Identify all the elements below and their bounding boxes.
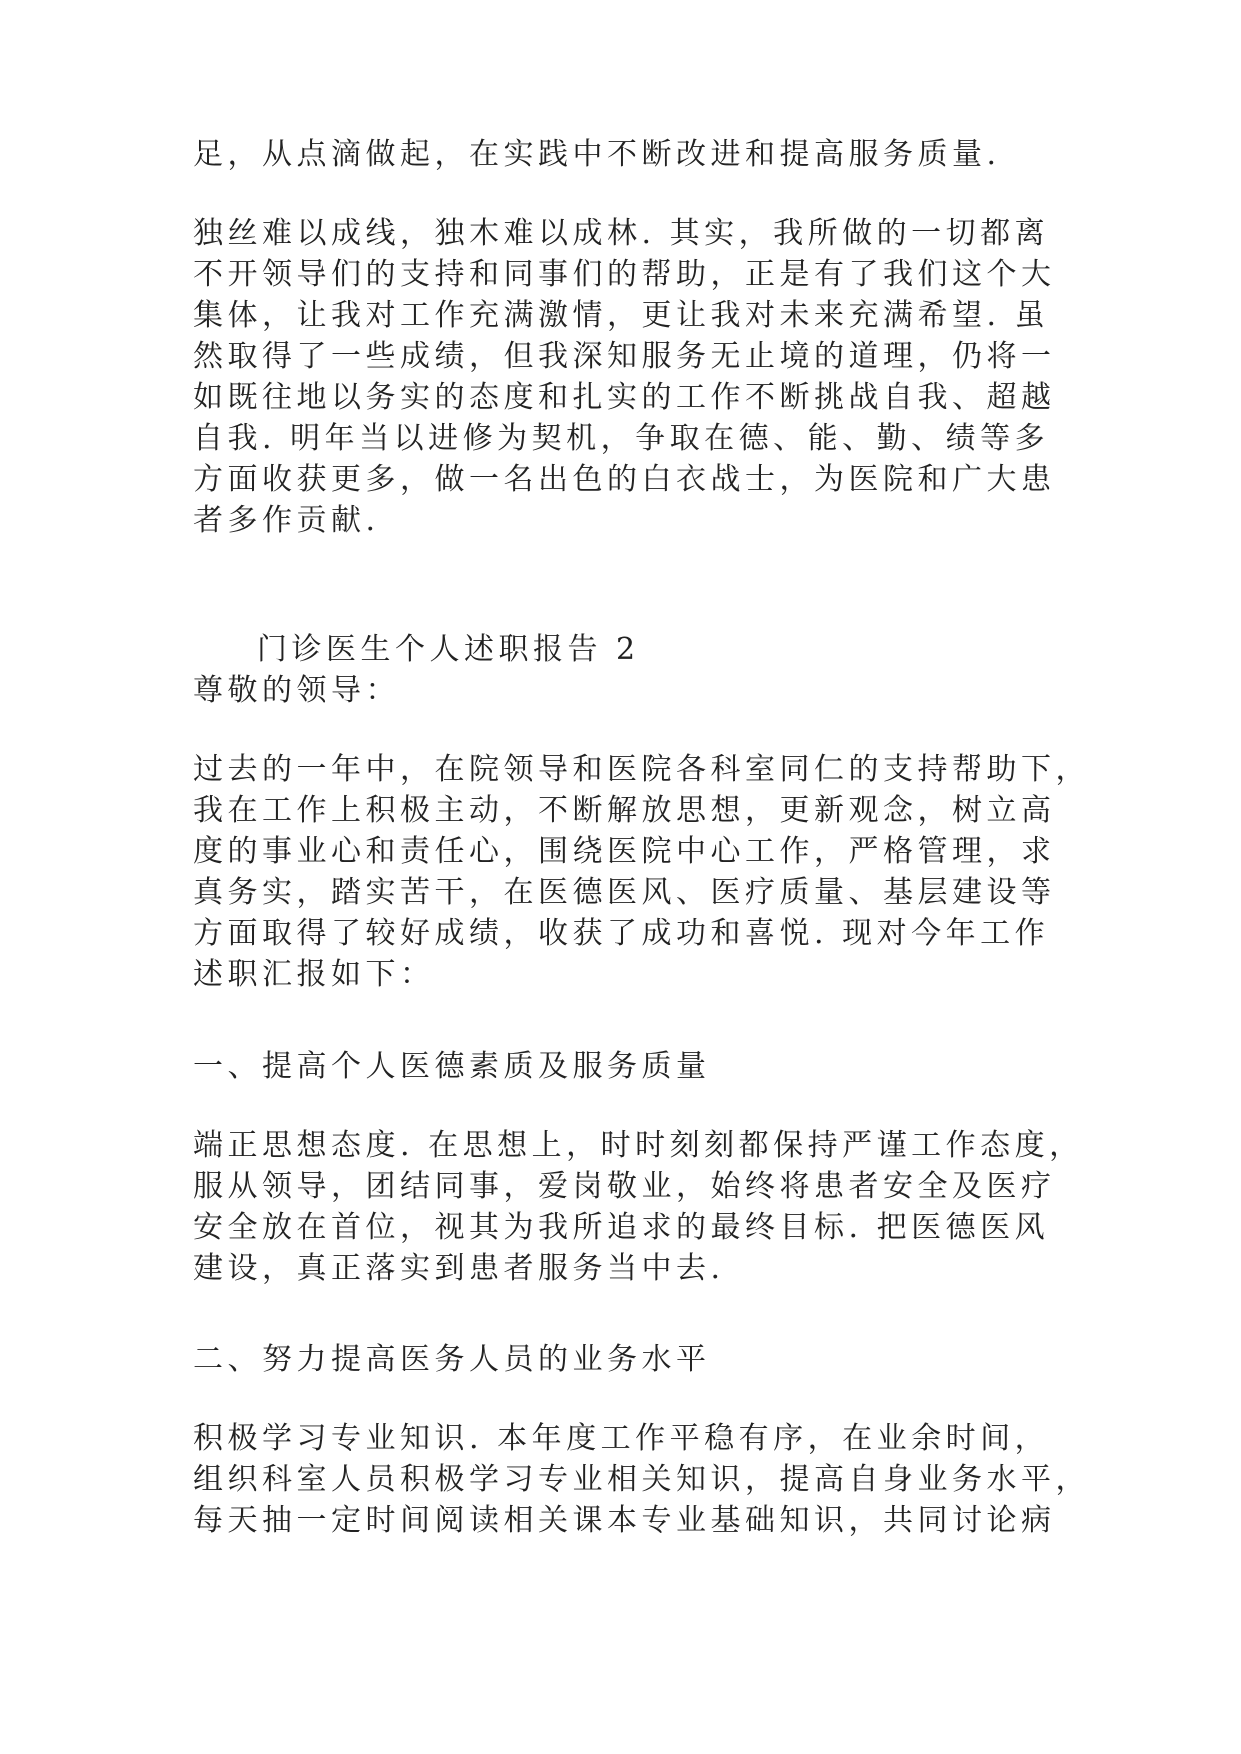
- text-line: 每天抽一定时间阅读相关课本专业基础知识，共同讨论病: [193, 1503, 1056, 1538]
- text-line: 自我. 明年当以进修为契机，争取在德、能、勤、绩等多: [193, 421, 1050, 456]
- heading-line: 二、努力提高医务人员的业务水平: [193, 1342, 711, 1377]
- text-line: 如既往地以务实的态度和扎实的工作不断挑战自我、超越: [193, 380, 1056, 415]
- text-line: 然取得了一些成绩，但我深知服务无止境的道理，仍将一: [193, 339, 1056, 374]
- title-line: 门诊医生个人述职报告 2: [257, 632, 640, 667]
- text-line: 服从领导，团结同事，爱岗敬业，始终将患者安全及医疗: [193, 1169, 1056, 1204]
- paragraph-summary: [193, 749, 1090, 995]
- text-line: 足，从点滴做起，在实践中不断改进和提高服务质量.: [193, 137, 1001, 172]
- text-line: 方面收获更多，做一名出色的白衣战士，为医院和广大患: [193, 462, 1056, 497]
- text-line: 方面取得了较好成绩，收获了成功和喜悦. 现对今年工作: [193, 916, 1050, 951]
- text-line: 建设，真正落实到患者服务当中去.: [193, 1251, 725, 1286]
- heading-line: 一、提高个人医德素质及服务质量: [193, 1049, 711, 1084]
- section-heading-1: [193, 1046, 1053, 1087]
- paragraph-ethics: [193, 1125, 1084, 1289]
- text-line: 安全放在首位，视其为我所追求的最终目标. 把医德医风: [193, 1210, 1050, 1245]
- paragraph-study: [193, 1418, 1090, 1541]
- text-line: 过去的一年中，在院领导和医院各科室同仁的支持帮助下，: [193, 752, 1090, 787]
- salutation-line: 尊敬的领导：: [193, 673, 400, 708]
- text-line: 度的事业心和责任心，围绕医院中心工作，严格管理，求: [193, 834, 1056, 869]
- text-line: 真务实，踏实苦干，在医德医风、医疗质量、基层建设等: [193, 875, 1056, 910]
- text-line: 独丝难以成线，独木难以成林. 其实，我所做的一切都离: [193, 216, 1050, 251]
- text-line: 组织科室人员积极学习专业相关知识，提高自身业务水平，: [193, 1462, 1090, 1497]
- text-line: 积极学习专业知识. 本年度工作平稳有序，在业余时间，: [193, 1421, 1050, 1456]
- text-line: 我在工作上积极主动，不断解放思想，更新观念，树立高: [193, 793, 1056, 828]
- text-line: 端正思想态度. 在思想上，时时刻刻都保持严谨工作态度，: [193, 1128, 1084, 1163]
- report-title: [193, 629, 1053, 670]
- text-line: 集体，让我对工作充满激情，更让我对未来充满希望. 虽: [193, 298, 1050, 333]
- salutation: [193, 670, 1053, 711]
- text-line: 者多作贡献.: [193, 503, 380, 538]
- section-heading-2: [193, 1339, 1053, 1380]
- text-line: 不开领导们的支持和同事们的帮助，正是有了我们这个大: [193, 257, 1056, 292]
- paragraph-continuation: [193, 134, 1053, 175]
- text-line: 述职汇报如下：: [193, 957, 435, 992]
- paragraph-teamwork: [193, 213, 1056, 541]
